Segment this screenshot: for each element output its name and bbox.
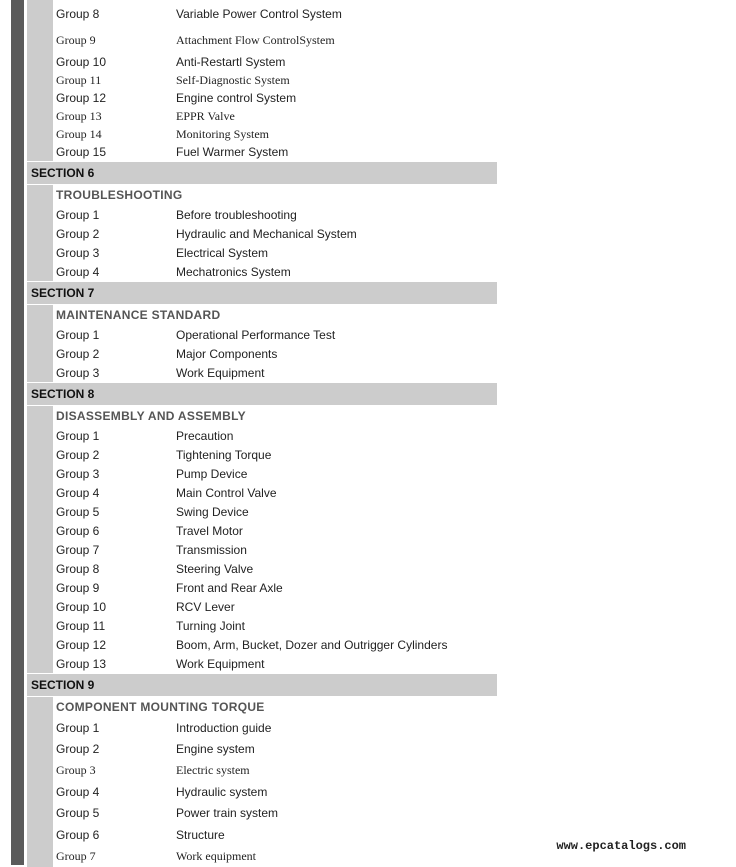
group-number: Group 11	[56, 72, 102, 87]
toc-row[interactable]	[53, 540, 497, 559]
group-title[interactable]: RCV Lever	[176, 599, 235, 614]
group-number: Group 10	[56, 599, 107, 614]
group-number: Group 13	[56, 656, 107, 671]
toc-row[interactable]	[53, 89, 497, 107]
group-title[interactable]: Turning Joint	[176, 618, 245, 633]
toc-row[interactable]	[53, 597, 497, 616]
group-title[interactable]: Hydraulic system	[176, 784, 268, 799]
section-header[interactable]: SECTION 9	[27, 674, 497, 696]
group-block	[27, 305, 497, 382]
group-number: Group 12	[56, 637, 107, 652]
toc-row[interactable]	[53, 824, 497, 845]
toc-row[interactable]	[53, 243, 497, 262]
group-title[interactable]: Engine system	[176, 741, 255, 756]
toc-row[interactable]	[53, 616, 497, 635]
group-number: Group 1	[56, 428, 100, 443]
group-number: Group 11	[56, 618, 106, 633]
left-margin-bar	[11, 0, 24, 865]
group-number: Group 13	[56, 108, 102, 123]
group-title[interactable]: Electric system	[176, 762, 250, 777]
group-number: Group 6	[56, 827, 100, 842]
group-number: Group 1	[56, 207, 100, 222]
group-title[interactable]: Front and Rear Axle	[176, 580, 283, 595]
group-number: Group 12	[56, 91, 107, 105]
section-subtitle: DISASSEMBLY AND ASSEMBLY	[56, 409, 246, 423]
group-title[interactable]: Work equipment	[176, 848, 257, 863]
toc-row[interactable]	[53, 344, 497, 363]
group-number: Group 5	[56, 504, 100, 519]
group-title[interactable]: Work Equipment	[176, 365, 265, 380]
toc-row[interactable]	[53, 654, 497, 673]
group-number: Group 4	[56, 264, 100, 279]
group-title[interactable]: Operational Performance Test	[176, 327, 336, 342]
toc-row[interactable]	[53, 205, 497, 224]
toc-row[interactable]	[53, 738, 497, 759]
toc-row[interactable]	[53, 363, 497, 382]
group-title[interactable]: Precaution	[176, 428, 234, 443]
group-number: Group 8	[56, 6, 100, 21]
indent-bar	[27, 0, 53, 161]
group-number: Group 1	[56, 327, 100, 342]
toc-row[interactable]	[53, 559, 497, 578]
group-title[interactable]: Anti-Restartl System	[176, 55, 286, 69]
toc-row[interactable]	[53, 71, 497, 89]
indent-bar	[27, 697, 53, 867]
toc-row[interactable]	[53, 27, 497, 53]
toc-row[interactable]	[53, 759, 497, 781]
toc-row[interactable]	[53, 845, 497, 867]
group-title[interactable]: Hydraulic and Mechanical System	[176, 226, 357, 241]
group-number: Group 3	[56, 762, 96, 777]
group-number: Group 4	[56, 784, 100, 799]
group-title[interactable]: Main Control Valve	[176, 485, 277, 500]
group-number: Group 9	[56, 32, 96, 47]
group-number: Group 10	[56, 55, 107, 69]
watermark: www.epcatalogs.com	[556, 839, 686, 853]
group-number: Group 3	[56, 466, 100, 481]
toc-row[interactable]	[53, 0, 497, 27]
toc-row[interactable]	[53, 521, 497, 540]
group-title[interactable]: Electrical System	[176, 245, 269, 260]
group-title[interactable]: Work Equipment	[176, 656, 265, 671]
toc-row[interactable]	[53, 224, 497, 243]
group-title[interactable]: Attachment Flow ControlSystem	[176, 32, 335, 47]
group-title[interactable]: Swing Device	[176, 504, 249, 519]
toc-row[interactable]	[53, 143, 497, 161]
group-number: Group 6	[56, 523, 100, 538]
group-number: Group 3	[56, 245, 100, 260]
group-title[interactable]: Mechatronics System	[176, 264, 291, 279]
group-title[interactable]: Power train system	[176, 806, 279, 820]
section-header[interactable]: SECTION 7	[27, 282, 497, 304]
toc-row[interactable]	[53, 262, 497, 281]
group-block	[27, 697, 497, 867]
toc-row[interactable]	[53, 802, 497, 824]
group-number: Group 4	[56, 485, 100, 500]
toc-row[interactable]	[53, 464, 497, 483]
group-title[interactable]: Variable Power Control System	[176, 6, 342, 21]
group-number: Group 2	[56, 741, 100, 756]
group-title[interactable]: Transmission	[176, 542, 247, 557]
group-title[interactable]: Introduction guide	[176, 720, 272, 735]
toc-row[interactable]	[53, 125, 497, 143]
group-title[interactable]: Before troubleshooting	[176, 207, 297, 222]
group-block	[27, 406, 497, 673]
group-number: Group 5	[56, 806, 100, 820]
toc-row[interactable]	[53, 635, 497, 654]
group-title[interactable]: Self-Diagnostic System	[176, 72, 290, 87]
group-number: Group 14	[56, 126, 102, 141]
toc-row[interactable]	[53, 781, 497, 802]
group-number: Group 15	[56, 145, 107, 159]
group-block	[27, 0, 497, 161]
group-number: Group 2	[56, 447, 100, 462]
group-number: Group 9	[56, 580, 100, 595]
group-title[interactable]: Structure	[176, 827, 225, 842]
toc-row[interactable]	[53, 483, 497, 502]
section-header[interactable]: SECTION 6	[27, 162, 497, 184]
group-number: Group 1	[56, 720, 100, 735]
indent-bar	[27, 406, 53, 673]
group-number: Group 7	[56, 848, 96, 863]
toc-row[interactable]	[53, 107, 497, 125]
indent-bar	[27, 305, 53, 382]
section-subtitle: COMPONENT MOUNTING TORQUE	[56, 700, 265, 714]
section-header[interactable]: SECTION 8	[27, 383, 497, 405]
section-subtitle: MAINTENANCE STANDARD	[56, 308, 221, 322]
section-subtitle: TROUBLESHOOTING	[56, 188, 183, 202]
toc-content	[27, 0, 497, 867]
group-title[interactable]: Major Components	[176, 346, 278, 361]
group-number: Group 3	[56, 365, 100, 380]
group-title[interactable]: Travel Motor	[176, 523, 243, 538]
group-number: Group 2	[56, 226, 100, 241]
toc-row[interactable]	[53, 53, 497, 71]
group-block	[27, 185, 497, 281]
group-number: Group 2	[56, 346, 100, 361]
toc-row[interactable]	[53, 717, 497, 738]
group-number: Group 8	[56, 561, 100, 576]
group-title[interactable]: Monitoring System	[176, 126, 270, 141]
group-number: Group 7	[56, 542, 100, 557]
toc-row[interactable]	[53, 445, 497, 464]
toc-row[interactable]	[53, 325, 497, 344]
group-title[interactable]: Engine control System	[176, 91, 297, 105]
group-title[interactable]: EPPR Valve	[176, 108, 235, 123]
group-title[interactable]: Tightening Torque	[176, 447, 272, 462]
group-title[interactable]: Pump Device	[176, 466, 248, 481]
group-title[interactable]: Fuel Warmer System	[176, 145, 289, 159]
toc-row[interactable]	[53, 578, 497, 597]
toc-row[interactable]	[53, 502, 497, 521]
toc-row[interactable]	[53, 426, 497, 445]
group-title[interactable]: Steering Valve	[176, 561, 254, 576]
indent-bar	[27, 185, 53, 281]
group-title[interactable]: Boom, Arm, Bucket, Dozer and Outrigger Cylinders	[176, 637, 448, 652]
